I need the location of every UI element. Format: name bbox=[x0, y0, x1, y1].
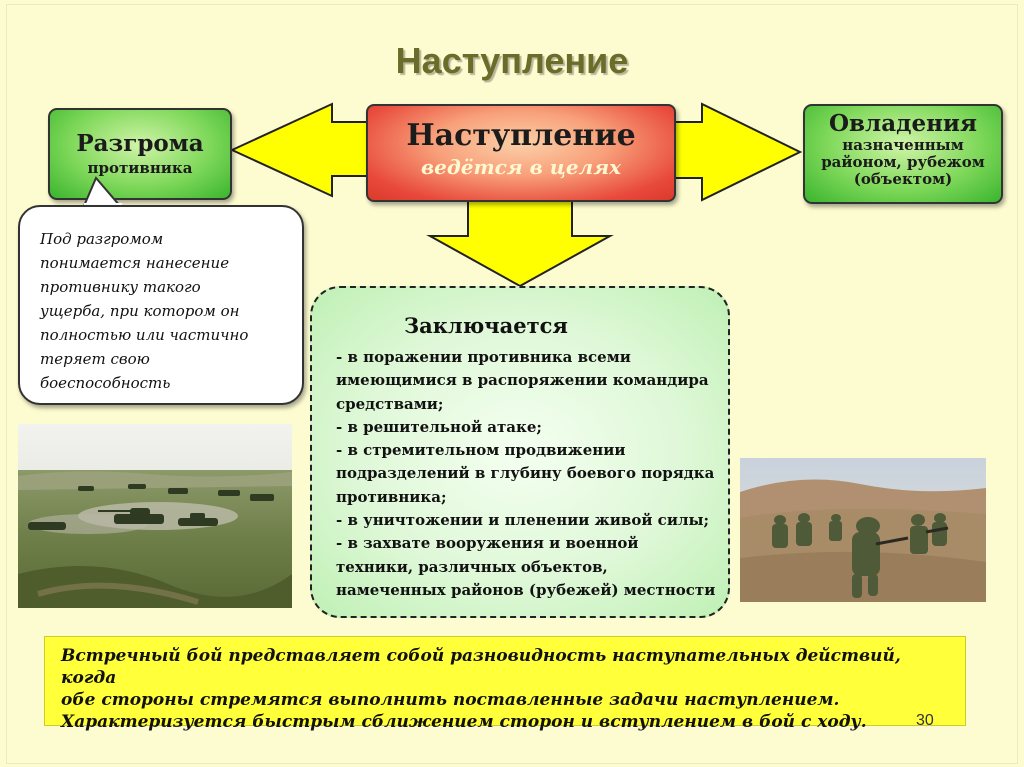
callout-line: ущерба, при котором он bbox=[40, 302, 240, 320]
essence-line: техники, различных объектов, bbox=[336, 557, 608, 576]
goal-capture-line: назначенным bbox=[842, 136, 964, 154]
callout-line: противнику такого bbox=[40, 278, 201, 296]
goal-defeat-subtitle: противника bbox=[87, 159, 193, 177]
meeting-battle-note bbox=[44, 636, 966, 732]
essence-line: противника; bbox=[336, 487, 447, 506]
note-line: обе стороны стремятся выполнить поставленные задачи наступлением. bbox=[61, 690, 840, 710]
goal-defeat-heading: Разгрома bbox=[76, 130, 204, 157]
callout-line: понимается нанесение bbox=[40, 254, 230, 272]
center-subtitle: ведётся в целях bbox=[420, 155, 622, 179]
goal-capture-heading: Овладения bbox=[829, 110, 977, 137]
callout-tail bbox=[76, 170, 136, 210]
definition-callout bbox=[18, 205, 304, 405]
center-heading: Наступление bbox=[406, 118, 636, 153]
essence-line: - в решительной атаке; bbox=[336, 417, 542, 436]
essence-line: подразделений в глубину боевого порядка bbox=[336, 464, 715, 483]
essence-line: намеченных районов (рубежей) местности bbox=[336, 580, 716, 599]
essence-line: - в захвате вооружения и военной bbox=[336, 534, 639, 553]
goal-capture-line: районом, рубежом bbox=[821, 153, 985, 171]
offensive-center-box bbox=[366, 104, 676, 202]
note-line: Характеризуется быстрым сближением сторон и вступлением в бой с ходу. bbox=[61, 712, 867, 732]
arrow-down-icon bbox=[430, 196, 610, 286]
callout-line: теряет свою bbox=[40, 350, 150, 368]
goal-capture-line: (объектом) bbox=[853, 170, 953, 188]
essence-line: имеющимися в распоряжении командира bbox=[336, 371, 709, 390]
page-number: 30 bbox=[916, 712, 934, 729]
essence-heading: Заключается bbox=[404, 313, 568, 338]
callout-line: полностью или частично bbox=[40, 326, 249, 344]
callout-line: Под разгромом bbox=[40, 230, 164, 248]
callout-line: боеспособность bbox=[40, 374, 171, 392]
slide-title: Наступление bbox=[395, 40, 629, 81]
arrow-left-icon bbox=[232, 104, 372, 196]
goal-capture-box bbox=[803, 104, 1003, 204]
note-line: Встречный бой представляет собой разновидность наступательных действий, когда bbox=[61, 646, 901, 688]
arrow-right-icon bbox=[668, 104, 800, 200]
tanks-photo bbox=[18, 424, 292, 608]
essence-list bbox=[336, 346, 728, 602]
soldiers-photo bbox=[740, 458, 986, 602]
essence-box bbox=[310, 286, 730, 618]
essence-line: - в поражении противника всеми bbox=[336, 348, 631, 366]
essence-line: средствами; bbox=[336, 394, 444, 413]
essence-line: - в стремительном продвижении bbox=[336, 441, 626, 460]
essence-line: - в уничтожении и пленении живой силы; bbox=[336, 511, 710, 530]
